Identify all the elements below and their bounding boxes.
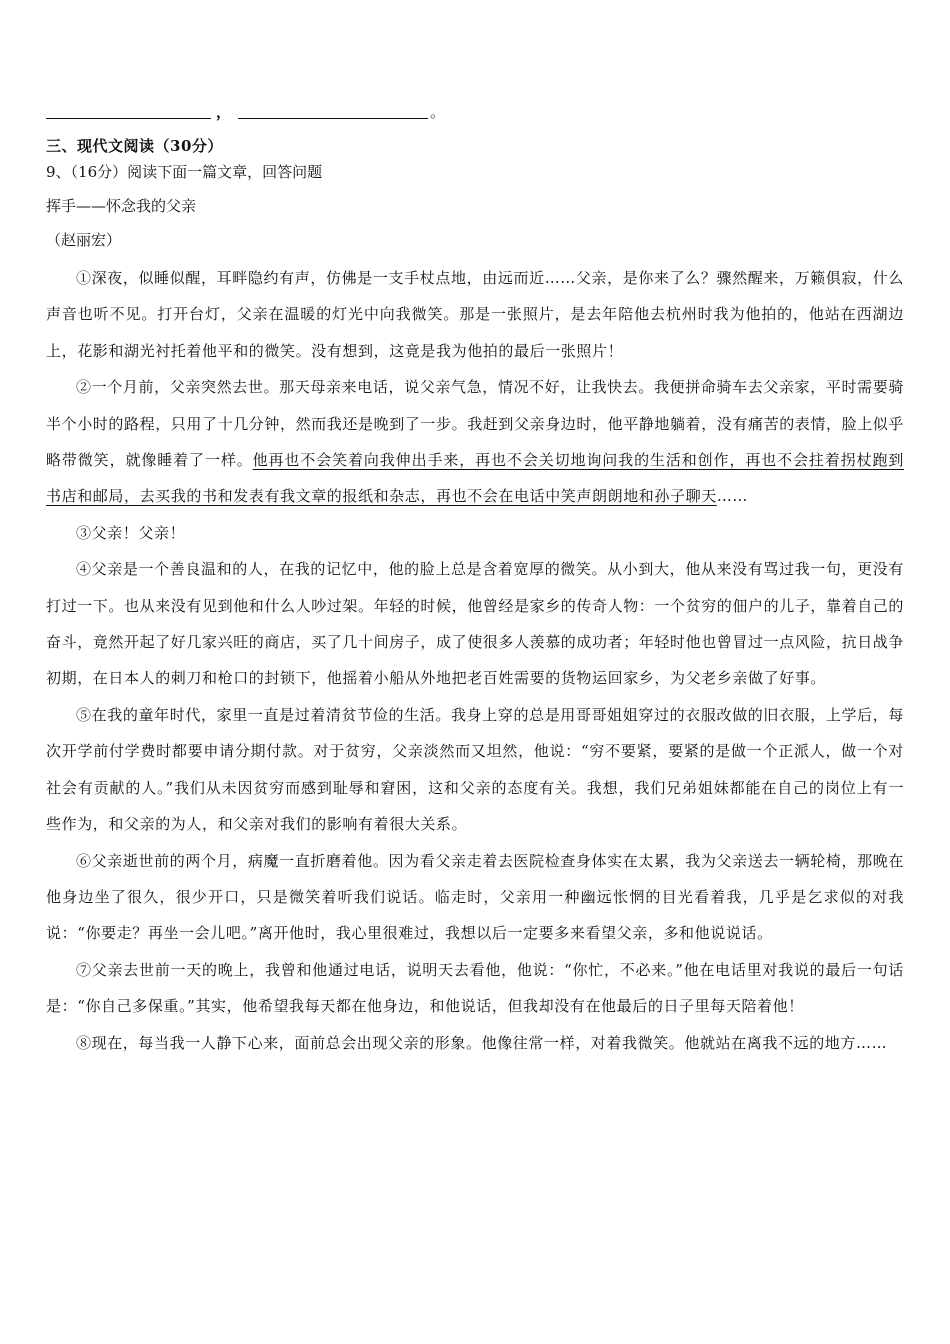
section-title: 三、现代文阅读（30分） xyxy=(46,137,223,155)
article-author: （赵丽宏） xyxy=(46,231,122,249)
answer-comma: ， xyxy=(216,103,232,121)
answer-blank-2[interactable] xyxy=(238,118,428,119)
paragraph-8: ⑧现在，每当我一人静下心来，面前总会出现父亲的形象。他像往常一样，对着我微笑。他就站在离我不远的地方…… xyxy=(76,1033,888,1052)
article-title: 挥手——怀念我的父亲 xyxy=(46,197,197,215)
paragraph-5: ⑤在我的童年时代，家里一直是过着清贫节俭的生活。我身上穿的总是用哥哥姐姐穿过的衣服改做的旧衣服，上学后，每次开学前付学费时都要申请分期付款。对于贫穷，父亲淡然而又坦然，他说：“穷不要紧，要紧的是做一个正派人，做一个对社会有贡献的人。”我们从未因贫穷而感到耻辱和窘困，这和父亲的态度有关。我想，我们兄弟姐妹都能在自己的岗位上有一些作为，和父亲的为人，和父亲对我们的影响有着很大关系。 xyxy=(46,705,904,834)
paragraph-2-ellipsis: …… xyxy=(716,487,749,506)
paragraph-1: ①深夜，似睡似醒，耳畔隐约有声，仿佛是一支手杖点地，由远而近……父亲，是你来了么？骤然醒来，万籁俱寂，什么声音也听不见。打开台灯，父亲在温暖的灯光中向我微笑。那是一张照片，是去年陪他去杭州时我为他拍的，他站在西湖边上，花影和湖光衬托着他平和的微笑。没有想到，这竟是我为他拍的最后一张照片！ xyxy=(46,269,904,360)
paragraph-3: ③父亲！父亲！ xyxy=(76,523,186,542)
paragraph-4: ④父亲是一个善良温和的人，在我的记忆中，他的脸上总是含着宽厚的微笑。从小到大，他从来没有骂过我一句，更没有打过一下。也从来没有见到他和什么人吵过架。年轻的时候，他曾经是家乡的传奇人物：一个贫穷的佃户的儿子，靠着自己的奋斗，竟然开起了好几家兴旺的商店，买了几十间房子，成了使很多人羡慕的成功者；年轻时他也曾冒过一点风险，抗日战争初期，在日本人的刺刀和枪口的封锁下，他摇着小船从外地把老百姓需要的货物运回家乡，为父老乡亲做了好事。 xyxy=(46,560,905,688)
answer-blank-line xyxy=(46,103,446,123)
paragraph-6: ⑥父亲逝世前的两个月，病魔一直折磨着他。因为看父亲走着去医院检查身体实在太累，我为父亲送去一辆轮椅，那晚在他身边坐了很久，很少开口，只是微笑着听我们说话。临走时，父亲用一种幽远怅惘的目光看着我，几乎是乞求似的对我说：“你要走？再坐一会儿吧。”离开他时，我心里很难过，我想以后一定要多来看望父亲，多和他说说话。 xyxy=(46,851,904,943)
paragraph-2-text: ②一个月前，父亲突然去世。那天母亲来电话，说父亲气急，情况不好，让我快去。我便拼命骑车去父亲家，平时需要骑半个小时的路程，只用了十几分钟，然而我还是晚到了一步。我赶到父亲身边时，他平静地躺着，没有痛苦的表情，脸上似乎略带微笑，就像睡着了一样。 xyxy=(46,378,905,470)
answer-period: 。 xyxy=(430,103,446,121)
underlined-sentence: 他再也不会笑着向我伸出手来，再也不会关切地询问我的生活和创作，再也不会拄着拐杖跑到书店和邮局，去买我的书和发表有我文章的报纸和杂志，再也不会在电话中笑声朗朗地和孙子聊天 xyxy=(46,451,904,506)
paragraph-7: ⑦父亲去世前一天的晚上，我曾和他通过电话，说明天去看他，他说：“你忙，不必来。”他在电话里对我说的最后一句话是：“你自己多保重。”其实，他希望我每天都在他身边，和他说话，但我却没有在他最后的日子里每天陪着他！ xyxy=(46,960,904,1016)
paragraph-2 xyxy=(46,369,904,515)
article-body xyxy=(46,260,904,1061)
question-prompt: 9、（16分）阅读下面一篇文章，回答问题 xyxy=(46,163,323,181)
answer-blank-1[interactable] xyxy=(46,118,211,119)
